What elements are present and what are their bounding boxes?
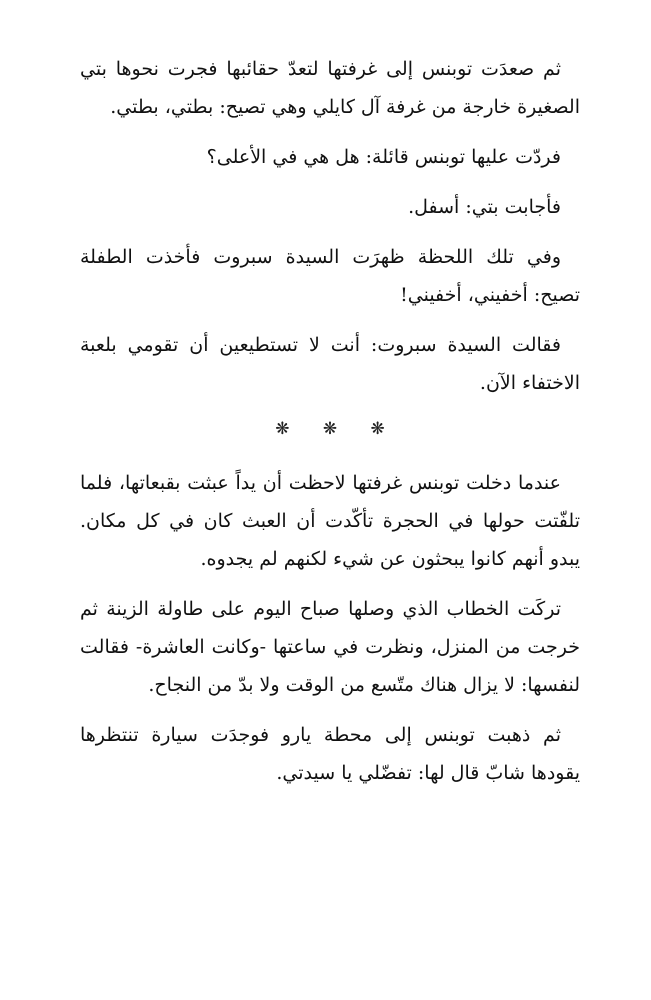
paragraph-yarrow-station: ثم ذهبت توبنس إلى محطة يارو فوجدَت سيارة تنتظرها يقودها شابّ قال لها: تفضّلي يا سيدتي.: [80, 724, 580, 784]
paragraph-mrs-sprot-appears: وفي تلك اللحظة ظهرَت السيدة سبروت فأخذت الطفلة تصيح: أخفيني، أخفيني!: [80, 246, 580, 306]
section-separator: ❋ ❋ ❋: [275, 419, 399, 439]
paragraph-tuppence-bags: ثم صعدَت توبنس إلى غرفتها لتعدّ حقائبها فجرت نحوها بتي الصغيرة خارجة من غرفة آل كايلي وهي تصيح: بطتي، بطتي.: [80, 58, 580, 118]
paragraph-room-searched: عندما دخلت توبنس غرفتها لاحظت أن يداً عبثت بقبعاتها، فلما تلفّتت حولها في الحجرة تأكّدت أن العبث كان في كل مكان. يبدو أنهم كانوا يبحثون عن شيء لكنهم لم يجدوه.: [80, 472, 580, 570]
paragraph-tuppence-reply: فردّت عليها توبنس قائلة: هل هي في الأعلى؟: [206, 146, 561, 168]
book-page: [80, 50, 580, 804]
paragraph-betty-answer: فأجابت بتي: أسفل.: [408, 196, 561, 218]
paragraph-mrs-sprot-says: فقالت السيدة سبروت: أنت لا تستطيعين أن تقومي بلعبة الاختفاء الآن.: [80, 334, 580, 394]
paragraph-letter-left: تركَت الخطاب الذي وصلها صباح اليوم على طاولة الزينة ثم خرجت من المنزل، ونظرت في ساعتها -وكانت العاشرة- فقالت لنفسها: لا يزال هناك متّسع من الوقت ولا بدّ من النجاح.: [80, 598, 580, 696]
